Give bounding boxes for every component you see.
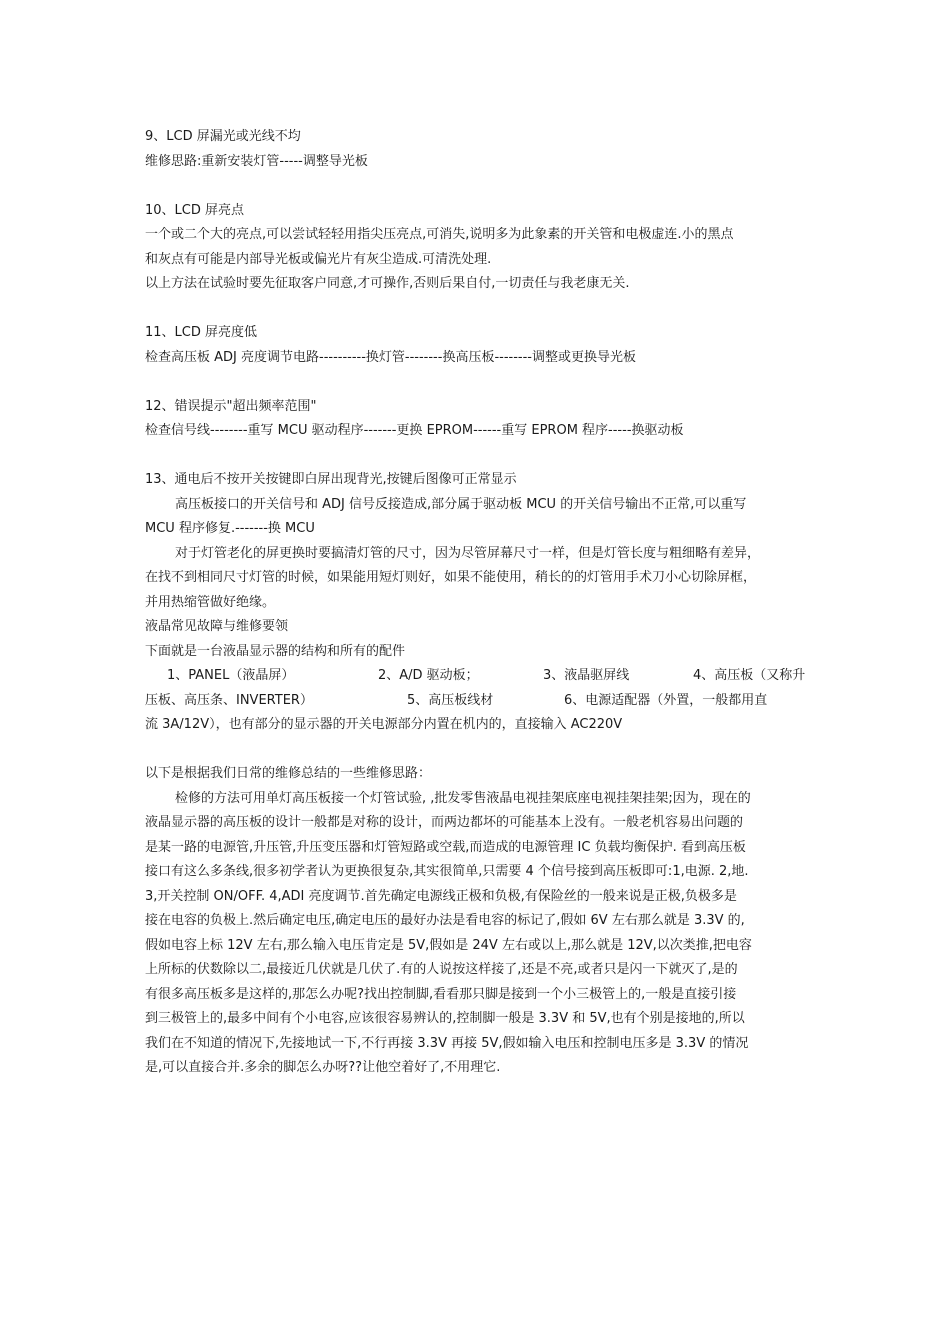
section-13-p2-line-3: 并用热缩管做好绝缘。 [145,594,276,610]
document-page [145,125,810,1081]
section-10-line-1: 一个或二个大的亮点,可以尝试轻轻用指尖压亮点,可消失,说明多为此象素的开关管和电极虚连.小的黑点 [145,227,734,242]
part-5: 5、高压板线材 [407,692,494,708]
summary-line-3: 是某一路的电源管,升压管,升压变压器和灯管短路或空载,而造成的电源管理 IC 负载均衡保护. 看到高压板 [145,839,746,855]
section-10-title: 10、LCD 屏亮点 [145,202,245,218]
summary-line-7: 假如电容上标 12V 左右,那么输入电压肯定是 5V,假如是 24V 左右或以上,那么就是 12V,以次类推,把电容 [145,937,752,953]
section-12-title: 12、错误提示"超出频率范围" [145,398,317,414]
summary-line-12: 是,可以直接合并.多余的脚怎么办呀??让他空着好了,不用理它. [145,1060,501,1075]
parts-row-1 [145,664,810,689]
section-13-title: 13、通电后不按开关按键即白屏出现背光,按键后图像可正常显示 [145,472,517,487]
section-11-line-1: 检查高压板 ADJ 亮度调节电路----------换灯管--------换高压板--------调整或更换导光板 [145,349,636,365]
guide-title: 液晶常见故障与维修要领 [145,619,289,634]
section-13-p2-line-2: 在找不到相同尺寸灯管的时候，如果能用短灯则好，如果不能使用，稍长的的灯管用手术刀小心切除屏框， [145,570,757,585]
summary-line-10: 到三极管上的,最多中间有个小电容,应该很容易辨认的,控制脚一般是 3.3V 和 5V,也有个别是接地的,所以 [145,1011,745,1026]
blank-line [145,738,810,763]
blank-line [145,297,810,322]
blank-line [145,174,810,199]
part-3: 3、液晶驱屏线 [543,668,630,683]
section-13-p2-line-1: 对于灯管老化的屏更换时要搞清灯管的尺寸，因为尽管屏幕尺寸一样，但是灯管长度与粗细略有差异， [175,545,761,561]
section-13-p1-line-1: 高压板接口的开关信号和 ADJ 信号反接造成,部分属于驱动板 MCU 的开关信号输出不正常,可以重写 [175,496,747,512]
section-9-line-1: 维修思路:重新安装灯管-----调整导光板 [145,153,368,169]
summary-line-4: 接口有这么多条线,很多初学者认为更换很复杂,其实很简单,只需要 4 个信号接到高压板即可:1,电源. 2,地. [145,864,749,879]
part-4: 4、高压板（又称升 [693,668,806,683]
part-4-cont: 压板、高压条、INVERTER） [145,692,313,708]
blank-line [145,444,810,469]
blank-line [145,370,810,395]
summary-line-8: 上所标的伏数除以二,最接近几伏就是几伏了.有的人说按这样接了,还是不亮,或者只是闪一下就灭了,是的 [145,962,738,977]
summary-line-5: 3,开关控制 ON/OFF. 4,ADI 亮度调节.首先确定电源线正极和负极,有保险丝的一般来说是正极,负极多是 [145,888,737,904]
part-1: 1、PANEL（液晶屏） [167,668,295,683]
summary-line-2: 液晶显示器的高压板的设计一般都是对称的设计，而两边都坏的可能基本上没有。一般老机容易出问题的 [145,815,744,830]
summary-intro: 以下是根据我们日常的维修总结的一些维修思路： [145,766,432,781]
section-11-title: 11、LCD 屏亮度低 [145,325,258,340]
summary-line-1: 检修的方法可用单灯高压板接一个灯管试验, ,批发零售液晶电视挂架底座电视挂架挂架;因为，现在的 [175,790,751,806]
guide-intro: 下面就是一台液晶显示器的结构和所有的配件 [145,643,406,659]
part-6: 6、电源适配器（外置，一般都用直 [564,692,768,708]
section-10-line-2: 和灰点有可能是内部导光板或偏光片有灰尘造成.可清洗处理. [145,251,492,267]
section-13-p1-line-2: MCU 程序修复.-------换 MCU [145,521,315,536]
summary-line-6: 接在电容的负极上.然后确定电压,确定电压的最好办法是看电容的标记了,假如 6V 左右那么就是 3.3V 的, [145,913,745,928]
parts-row-2 [145,689,810,714]
parts-row-3: 流 3A/12V），也有部分的显示器的开关电源部分内置在机内的，直接输入 AC220V [145,717,623,732]
section-10-line-3: 以上方法在试验时要先征取客户同意,才可操作,否则后果自付,一切责任与我老康无关. [145,276,630,291]
summary-line-11: 我们在不知道的情况下,先接地试一下,不行再接 3.3V 再接 5V,假如输入电压和控制电压多是 3.3V 的情况 [145,1035,749,1051]
section-12-line-1: 检查信号线--------重写 MCU 驱动程序-------更换 EPROM------重写 EPROM 程序-----换驱动板 [145,423,684,438]
part-2: 2、A/D 驱动板； [378,668,479,683]
summary-line-9: 有很多高压板多是这样的,那怎么办呢?找出控制脚,看看那只脚是接到一个小三极管上的,一般是直接引接 [145,986,737,1002]
section-9-title: 9、LCD 屏漏光或光线不均 [145,129,301,144]
